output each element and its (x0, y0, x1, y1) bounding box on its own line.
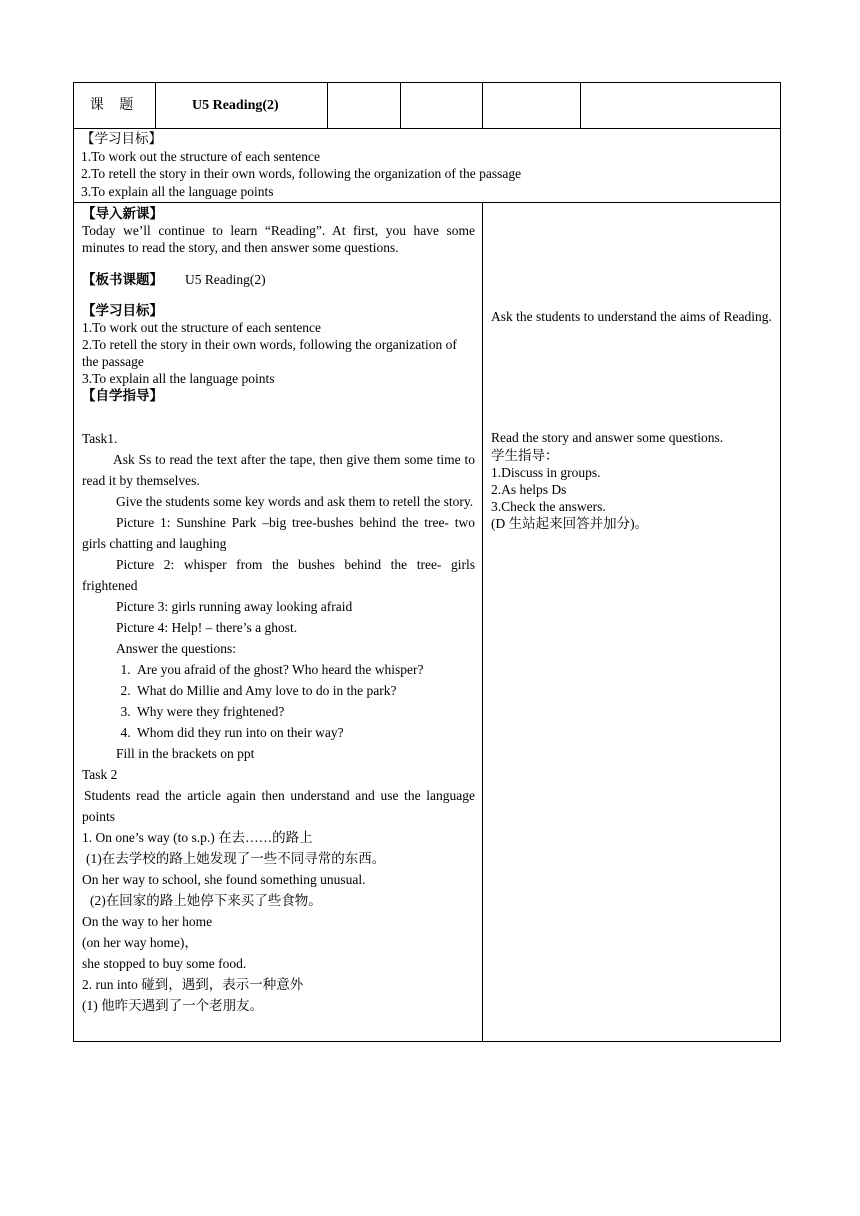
language-point-line: (2)在回家的路上她停下来买了些食物。 (90, 893, 322, 908)
language-point-line: 2. run into 碰到，遇到，表示一种意外 (82, 977, 304, 992)
task1-para: Ask Ss to read the text after the tape, then give them some time to read it by themselves. (82, 452, 475, 488)
board-title: U5 Reading(2) (185, 272, 266, 287)
guide-item: 2.As helps Ds (491, 482, 567, 497)
student-guide-cell (483, 203, 781, 1042)
topic-label: 课 题 (74, 83, 156, 129)
language-point-line: (on her way home)， (82, 935, 198, 950)
content-row (74, 203, 781, 1042)
board-heading: 【板书课题】 (82, 272, 163, 287)
self-study-heading: 【自学指导】 (82, 388, 163, 403)
task1-title: Task1. (82, 431, 118, 446)
goals-heading: 【学习目标】 (81, 131, 162, 146)
guide-item: (D 生站起来回答并加分)。 (491, 516, 649, 531)
language-point-line: (1)在去学校的路上她发现了一些不同寻常的东西。 (86, 851, 386, 866)
answer-label: Answer the questions: (116, 641, 236, 656)
intro-heading: 【导入新课】 (82, 206, 163, 221)
header-row (74, 83, 781, 129)
guide-note: Read the story and answer some questions. (491, 430, 724, 445)
guide-heading: 学生指导： (491, 448, 559, 463)
picture-line: Picture 2: whisper from the bushes behind the tree- girls frightened (82, 557, 475, 593)
language-point-line: On the way to her home (82, 914, 213, 929)
question-item: 4. Whom did they run into on their way? (134, 722, 475, 743)
header-empty-cell (328, 83, 401, 129)
board-line (82, 271, 475, 288)
language-point-line: On her way to school, she found something unusual. (82, 872, 366, 887)
guide-note: Ask the students to understand the aims of Reading. (491, 309, 772, 324)
goal-item: 2.To retell the story in their own words, following the organization of the passage (81, 166, 522, 181)
header-empty-cell (483, 83, 581, 129)
picture-line: Picture 3: girls running away looking afraid (116, 599, 353, 614)
question-item: 1. Are you afraid of the ghost? Who heard the whisper? (134, 659, 475, 680)
topic-title: U5 Reading(2) (156, 83, 328, 129)
picture-line: Picture 1: Sunshine Park –big tree-bushes behind the tree- two girls chatting and laughing (82, 515, 475, 551)
guide-item: 3.Check the answers. (491, 499, 606, 514)
language-point-line: she stopped to buy some food. (82, 956, 247, 971)
task2-title: Task 2 (82, 767, 118, 782)
goal-item: 1.To work out the structure of each sentence (82, 320, 321, 335)
goal-item: 3.To explain all the language points (81, 183, 274, 199)
task2-para: Students read the article again then understand and use the language points (82, 788, 475, 824)
header-empty-cell (401, 83, 483, 129)
goals-row (74, 129, 781, 203)
guide-item: 1.Discuss in groups. (491, 465, 601, 480)
lesson-plan-page (73, 82, 780, 1042)
goal-item: 2.To retell the story in their own words, following the organization of the passage (82, 337, 457, 369)
goal-item: 1.To work out the structure of each sentence (81, 148, 320, 164)
fill-line: Fill in the brackets on ppt (116, 746, 255, 761)
intro-text: Today we’ll continue to learn “Reading”. At first, you have some minutes to read the story, and then answer some questions. (82, 223, 475, 255)
question-item: 2. What do Millie and Amy love to do in the park? (134, 680, 475, 701)
goal-item: 3.To explain all the language points (82, 371, 275, 386)
task1-para: Give the students some key words and ask them to retell the story. (116, 494, 474, 509)
picture-line: Picture 4: Help! – there’s a ghost. (116, 620, 298, 635)
header-empty-cell (581, 83, 781, 129)
goals-heading: 【学习目标】 (82, 303, 163, 318)
language-point-line: 1. On one’s way (to s.p.) 在去……的路上 (82, 830, 313, 845)
goals-cell (74, 129, 781, 203)
lesson-plan-table (73, 82, 781, 1042)
teaching-process-cell (74, 203, 483, 1042)
language-point-line: (1) 他昨天遇到了一个老朋友。 (82, 998, 264, 1013)
question-item: 3. Why were they frightened? (134, 701, 475, 722)
question-list (82, 659, 475, 743)
